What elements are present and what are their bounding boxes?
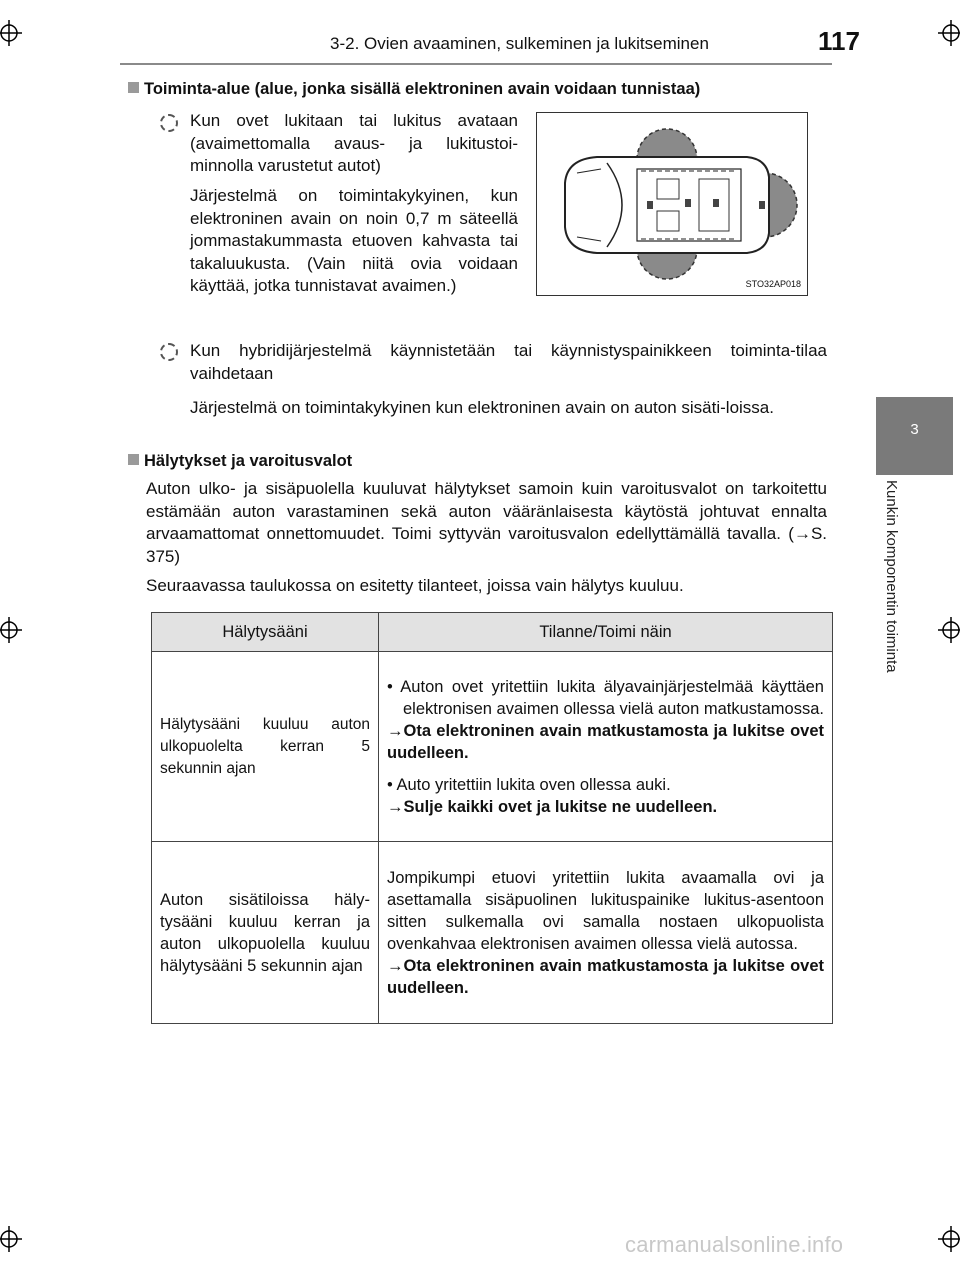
action-text: →Sulje kaikki ovet ja lukitse ne uudelleen. xyxy=(387,797,718,816)
situation-text: • Auto yritettiin lukita oven ollessa auki. xyxy=(387,775,671,794)
square-bullet-icon xyxy=(128,454,139,465)
square-bullet-icon xyxy=(128,82,139,93)
table-intro: Seuraavassa taulukossa on esitetty tilanteet, joissa vain hälytys kuuluu. xyxy=(146,576,684,595)
detection-range-figure xyxy=(536,112,808,296)
alarm-table xyxy=(151,612,833,1024)
car-top-view-diagram xyxy=(537,113,807,295)
table-row xyxy=(152,652,833,842)
situation-cell xyxy=(379,842,833,1024)
range-item-lock: Kun ovet lukitaan tai lukitus avataan (avaimettomalla avaus- ja lukitustoi-minnolla varustetut autot) xyxy=(190,111,518,175)
crop-mark-icon xyxy=(0,20,22,46)
chapter-tab xyxy=(876,397,953,475)
chapter-title: Kunkin komponentin toiminta xyxy=(883,480,900,673)
header-divider xyxy=(120,63,832,65)
range-item-start-body: Järjestelmä on toimintakykyinen kun elektroninen avain on auton sisäti-loissa. xyxy=(190,398,774,417)
page-number: 117 xyxy=(818,26,860,56)
crop-mark-icon xyxy=(0,617,22,643)
action-text: →Ota elektroninen avain matkustamosta ja lukitse ovet uudelleen. xyxy=(387,721,824,762)
action-text: →Ota elektroninen avain matkustamosta ja lukitse ovet uudelleen. xyxy=(387,956,824,997)
section-heading-alarms xyxy=(128,452,838,471)
range-item-start: Kun hybridijärjestelmä käynnistetään tai käynnistyspainikkeen toiminta-tilaa vaihdetaan xyxy=(190,341,827,383)
section-heading-range xyxy=(128,80,838,99)
situation-text: Jompikumpi etuovi yritettiin lukita avaamalla ovi ja asettamalla sisäpuolinen lukituspainike lukitus-asentoon sitten sulkemalla ovi samalla nostaen ulkopuolista ovenkahvaa elektronisen avaimen ollessa vielä autossa. xyxy=(387,868,824,953)
range-item-lock-body: Järjestelmä on toimintakykyinen, kun elektroninen avain on noin 0,7 m säteellä jommastakummasta etuoven kahvasta tai takaluukusta. (Vain niitä ovia voidaan käyttää, jotka tunnistavat avaimen.) xyxy=(190,186,518,295)
alarm-sound-cell: Hälytysääni kuuluu auton ulkopuolelta kerran 5 sekunnin ajan xyxy=(152,652,379,842)
table-row xyxy=(152,842,833,1024)
crop-mark-icon xyxy=(938,1226,960,1252)
dashed-circle-icon xyxy=(160,343,178,361)
section-heading-text: Toiminta-alue (alue, jonka sisällä elektroninen avain voidaan tunnistaa) xyxy=(144,80,701,98)
column-header: Hälytysääni xyxy=(152,613,379,652)
crop-mark-icon xyxy=(938,617,960,643)
chapter-number: 3 xyxy=(910,421,919,438)
crop-mark-icon xyxy=(0,1226,22,1252)
watermark: carmanualsonline.info xyxy=(625,1232,844,1257)
table-header-row xyxy=(152,613,833,652)
figure-code: STO32AP018 xyxy=(745,279,801,289)
running-header: 3-2. Ovien avaaminen, sulkeminen ja lukitseminen xyxy=(330,34,709,53)
column-header: Tilanne/Toimi näin xyxy=(379,613,833,652)
section-heading-text: Hälytykset ja varoitusvalot xyxy=(144,452,353,470)
situation-text: • Auton ovet yritettiin lukita älyavainjärjestelmää käyttäen elektronisen avaimen ollessa vielä auton matkustamossa. xyxy=(387,677,824,718)
crop-mark-icon xyxy=(938,20,960,46)
alarms-paragraph: Auton ulko- ja sisäpuolella kuuluvat hälytykset samoin kuin varoitusvalot on tarkoitettu estämään auton varastaminen sekä auton vääränlaisesta käytöstä johtuvat ennalta arvaamattomat onnettomuudet. Toimi syttyvän varoitusvalon edellyttämällä tavalla. (→S. 375) xyxy=(146,479,827,566)
dashed-circle-icon xyxy=(160,114,178,132)
situation-cell xyxy=(379,652,833,842)
detection-area-front-door-top xyxy=(637,129,697,159)
alarm-sound-cell: Auton sisätiloissa häly-tysääni kuuluu kerran ja auton ulkopuolella kuuluu hälytysääni 5 sekunnin ajan xyxy=(152,842,379,1024)
